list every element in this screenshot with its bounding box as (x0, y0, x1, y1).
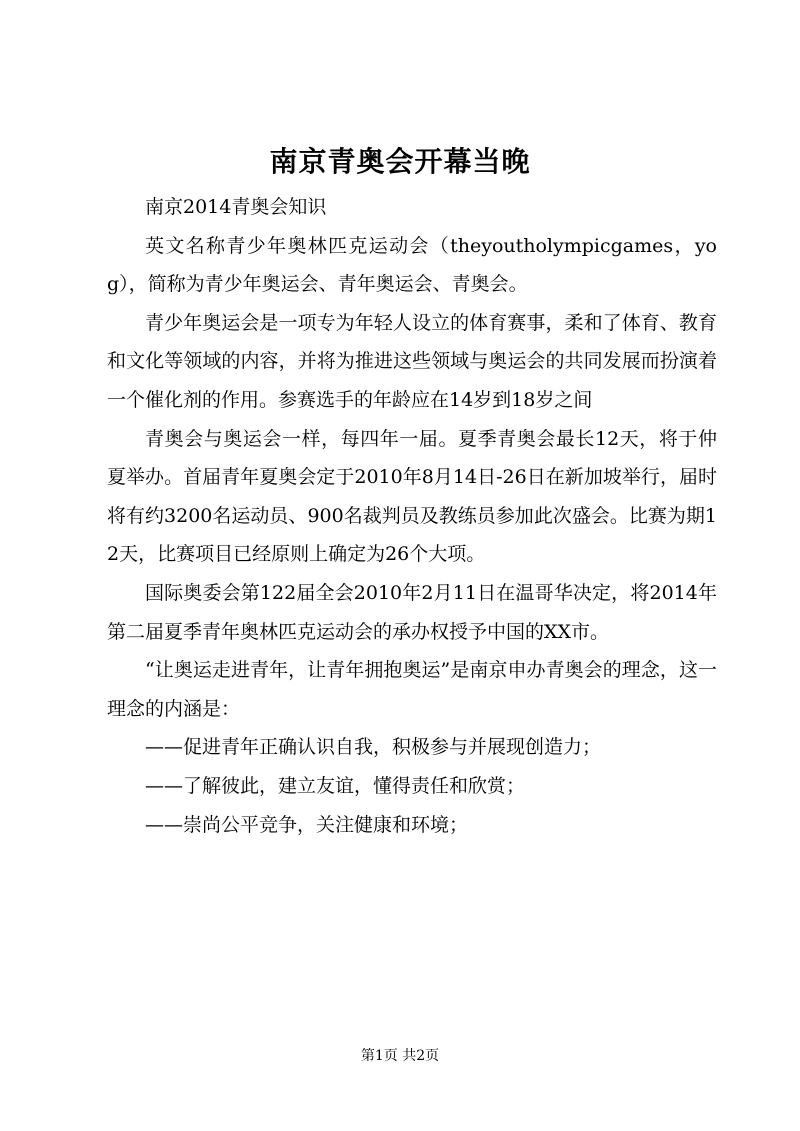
paragraph-concept-item-2: ——了解彼此，建立友谊，懂得责任和欣赏； (145, 774, 526, 797)
paragraph-subtitle: 南京2014青奥会知识 (145, 196, 327, 218)
paragraph-concept-item-1: ——促进青年正确认识自我，积极参与并展现创造力； (145, 736, 602, 759)
document-body (107, 188, 717, 844)
paragraph-description: 青少年奥运会是一项专为年轻人设立的体育赛事，柔和了体育、教育和文化等领域的内容，并将为推进这些领域与奥运会的共同发展而扮演着一个催化剂的作用。参赛选手的年龄应在14岁到18岁之间 (107, 311, 717, 411)
paragraph-concept: “让奥运走进青年，让青年拥抱奥运”是南京申办青奥会的理念，这一理念的内涵是： (107, 659, 717, 720)
document-title: 南京青奥会开幕当晚 (269, 145, 531, 178)
paragraph-ioc-decision: 国际奥委会第122届全会2010年2月11日在温哥华决定，将2014年第二届夏季青年奥林匹克运动会的承办权授予中国的XX市。 (107, 581, 717, 643)
paragraph-english-name: 英文名称青少年奥林匹克运动会（theyoutholympicgames，yog），简称为青少年奥运会、青年奥运会、青奥会。 (107, 234, 717, 296)
page-footer: 第1页 共2页 (360, 1048, 440, 1064)
paragraph-schedule: 青奥会与奥运会一样，每四年一届。夏季青奥会最长12天，将于仲夏举办。首届青年夏奥会定于2010年8月14日-26日在新加坡举行，届时将有约3200名运动员、900名裁判员及教练员参加此次盛会。比赛为期12天，比赛项目已经原则上确定为26个大项。 (107, 427, 717, 566)
paragraph-concept-item-3: ——崇尚公平竞争，关注健康和环境； (145, 813, 469, 836)
